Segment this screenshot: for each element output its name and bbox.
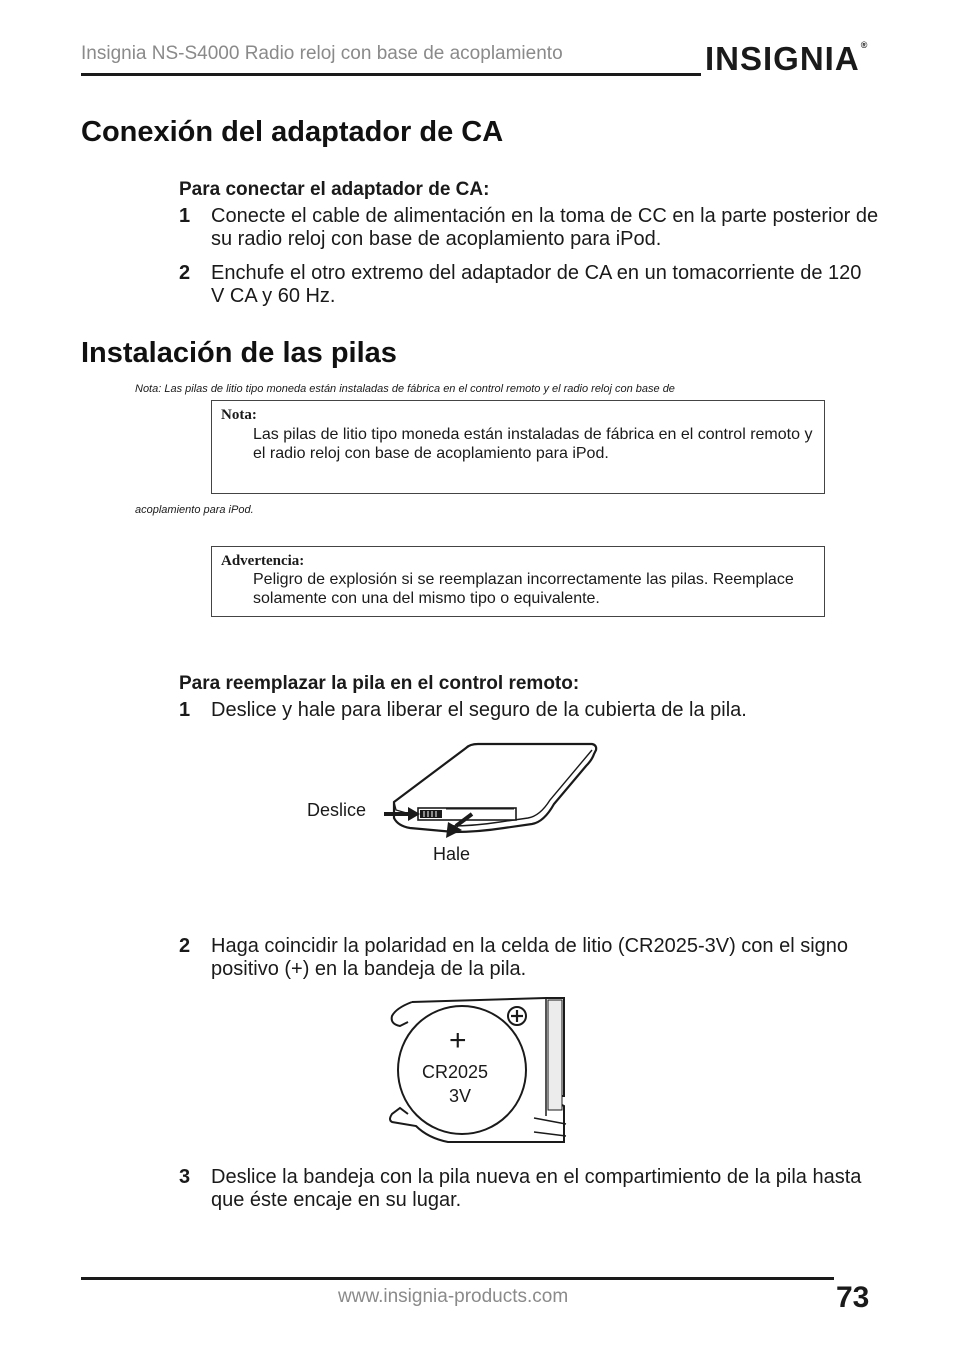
footer-url: www.insignia-products.com — [338, 1286, 569, 1307]
step-text: Deslice y hale para liberar el seguro de la cubierta de la pila. — [211, 699, 747, 721]
footnote-line-1: Nota: Las pilas de litio tipo moneda están instaladas de fábrica en el control remoto y el radio reloj con base de — [135, 383, 675, 395]
registered-mark: ® — [860, 40, 869, 50]
step-text: Haga coincidir la polaridad en la celda de litio (CR2025-3V) con el signo positivo (+) en la bandeja de la pila. — [211, 935, 849, 980]
step-item — [179, 262, 879, 308]
step-item — [179, 699, 879, 722]
battery-voltage-label: 3V — [449, 1086, 472, 1106]
battery-model-label: CR2025 — [422, 1062, 489, 1082]
note-label: Nota: — [221, 407, 257, 423]
note-box — [211, 400, 825, 494]
subheading-connect-adapter: Para conectar el adaptador de CA: — [179, 179, 490, 200]
running-header: Insignia NS-S4000 Radio reloj con base de acoplamiento — [81, 43, 563, 64]
step-item — [179, 205, 879, 251]
warning-text: Peligro de explosión si se reemplazan incorrectamente las pilas. Reemplace solamente con una del mismo tipo o equivalente. — [253, 571, 794, 607]
step-text: Deslice la bandeja con la pila nueva en el compartimiento de la pila hasta que éste encaje en su lugar. — [211, 1166, 862, 1211]
battery-plus-symbol: + — [449, 1024, 467, 1057]
step-number: 2 — [179, 935, 191, 957]
page-number: 73 — [836, 1281, 870, 1314]
step-number: 2 — [179, 262, 191, 284]
section-heading-ac-adapter: Conexión del adaptador de CA — [81, 116, 504, 148]
pull-label: Hale — [433, 844, 471, 864]
warning-label: Advertencia: — [221, 553, 305, 569]
step-item — [179, 1166, 879, 1212]
section-heading-batteries: Instalación de las pilas — [81, 337, 397, 369]
step-number: 1 — [179, 205, 191, 227]
footer-rule — [81, 1277, 834, 1280]
remote-control-illustration — [380, 738, 604, 838]
step-item — [179, 935, 879, 981]
subheading-replace-battery: Para reemplazar la pila en el control remoto: — [179, 673, 580, 694]
footnote-line-2: acoplamiento para iPod. — [135, 504, 254, 516]
step-number: 1 — [179, 699, 191, 721]
logo-text: INSIGNIA — [705, 40, 860, 77]
note-text: Las pilas de litio tipo moneda están instaladas de fábrica en el control remoto y el radio reloj con base de acoplamiento para iPod. — [253, 426, 813, 462]
slide-label: Deslice — [307, 800, 367, 820]
warning-box — [211, 546, 825, 617]
step-text: Enchufe el otro extremo del adaptador de CA en un tomacorriente de 120 V CA y 60 Hz. — [211, 262, 862, 307]
header-rule — [81, 73, 701, 76]
step-text: Conecte el cable de alimentación en la toma de CC en la parte posterior de su radio reloj con base de acoplamiento para iPod. — [211, 205, 879, 250]
step-number: 3 — [179, 1166, 191, 1188]
insignia-logo — [705, 40, 868, 78]
